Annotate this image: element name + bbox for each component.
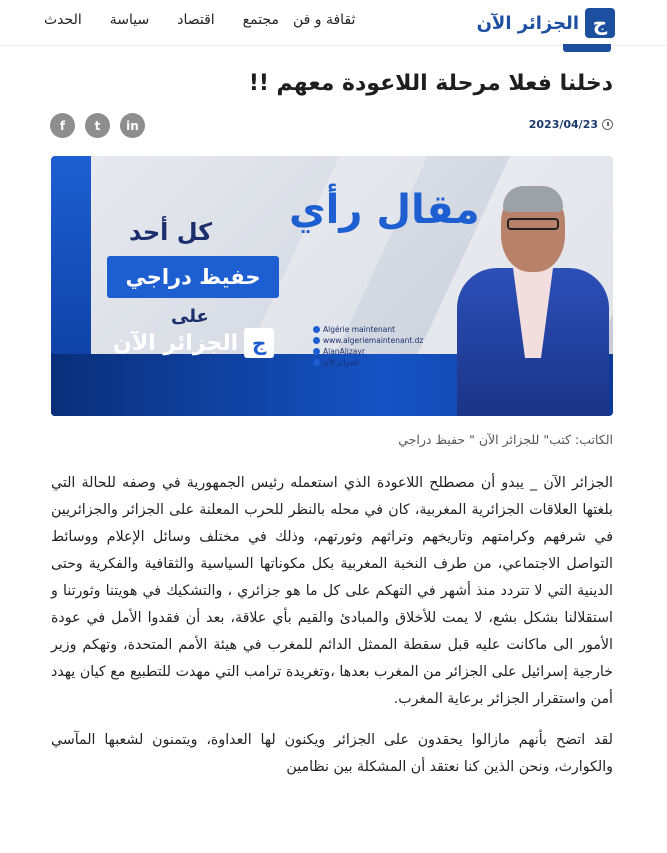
facebook-icon[interactable]: f <box>50 113 75 138</box>
nav-item-society[interactable]: مجتمع <box>242 12 279 28</box>
hero-social-text: الجزائر الآن <box>323 358 359 367</box>
hero-social-text: Algérie maintenant <box>323 325 396 334</box>
hero-social-item <box>313 346 423 357</box>
nav-item-economy[interactable]: اقتصاد <box>177 12 215 28</box>
image-caption: الكاتب: كتب" للجزائر الآن " حفيظ دراجي <box>398 432 613 447</box>
nav-item-event[interactable]: الحدث <box>44 12 82 28</box>
article-paragraph: لقد اتضح بأنهم مازالوا يحقدون على الجزائر ويكنون لها العداوة، ويتمنون لشعبها المآسي والكوارث، ونحن الذين كنا نعتقد أن المشكلة بين نظامين <box>51 732 613 775</box>
hero-brand-text: الجزائر الآن <box>113 330 239 356</box>
main-nav <box>30 10 369 30</box>
nav-item-politics[interactable]: سياسة <box>109 12 150 28</box>
date-text: 2023/04/23 <box>528 118 598 131</box>
facebook-icon <box>313 326 320 333</box>
clock-icon <box>602 119 613 130</box>
logo-mark-icon: ج <box>585 8 615 38</box>
hero-brand <box>113 328 274 358</box>
hero-everyone-label: كل أحد <box>129 218 213 246</box>
hero-image <box>51 156 613 416</box>
article-date <box>529 118 613 131</box>
hero-social-text: www.algeriemaintenant.dz <box>323 336 424 345</box>
logo-text: الجزائر الآن <box>476 12 579 34</box>
twitter-icon <box>313 348 320 355</box>
logo-underline <box>563 44 611 52</box>
hero-social-item <box>313 357 423 368</box>
hero-socials <box>313 324 423 368</box>
portrait-hair <box>503 186 563 212</box>
hero-opinion-label: مقال رأي <box>289 187 480 233</box>
article-body <box>51 470 613 795</box>
hero-brand-mark-icon: ج <box>244 328 274 358</box>
site-header <box>0 0 667 46</box>
share-buttons <box>50 113 145 138</box>
article-title: دخلنا فعلا مرحلة اللاعودة معهم !! <box>248 71 613 96</box>
hero-author-name: حفيظ دراجي <box>107 256 279 298</box>
logo-icon <box>313 359 320 366</box>
linkedin-icon[interactable]: in <box>120 113 145 138</box>
portrait-glasses <box>507 218 559 230</box>
hero-social-text: AlanAljzayr <box>323 347 365 356</box>
twitter-icon[interactable]: t <box>85 113 110 138</box>
hero-social-item <box>313 324 423 335</box>
author-portrait <box>451 172 611 416</box>
globe-icon <box>313 337 320 344</box>
site-logo[interactable] <box>477 5 615 41</box>
nav-item-culture[interactable]: ثقافة و فن <box>292 12 356 28</box>
hero-social-item <box>313 335 423 346</box>
article-paragraph: الجزائر الآن _ يبدو أن مصطلح اللاعودة الذي استعمله رئيس الجمهورية في وصفه للحالة التي بلغتها العلاقات الجزائرية المغربية، كان في محله بالنظر للحرب المعلنة على الجزائر والجزائريين في شرفهم وكرامتهم وتاريخهم وتراثهم وثورتهم، وذلك في مختلف وسائل الإعلام ووسائط التواصل الاجتماعي، من طرف النخبة المغربية بكل مكوناتها السياسية والثقافية والفكرية وحتى الدينية التي لا تتردد منذ أشهر في التهكم على كل ما هو جزائري ، والتشكيك في هويتنا وثورتنا و استقلالنا بشكل بشع، لا يمت للأخلاق والمبادئ والقيم بأي علاقة، بعد أن فقدوا الأمل في عودة الأمور الى ماكانت عليه قبل سقطة الممثل الدائم للمغرب في هيئة الأمم المتحدة، وتهكم وزير خارجية إسرائيل على الجزائر من المغرب بعدها ،وتغريدة ترامب التي مهدت للتطبيع مع كيان يهدد أمن واستقرار الجزائر برعاية المغرب. <box>51 475 613 707</box>
hero-on-label: على <box>171 306 209 327</box>
